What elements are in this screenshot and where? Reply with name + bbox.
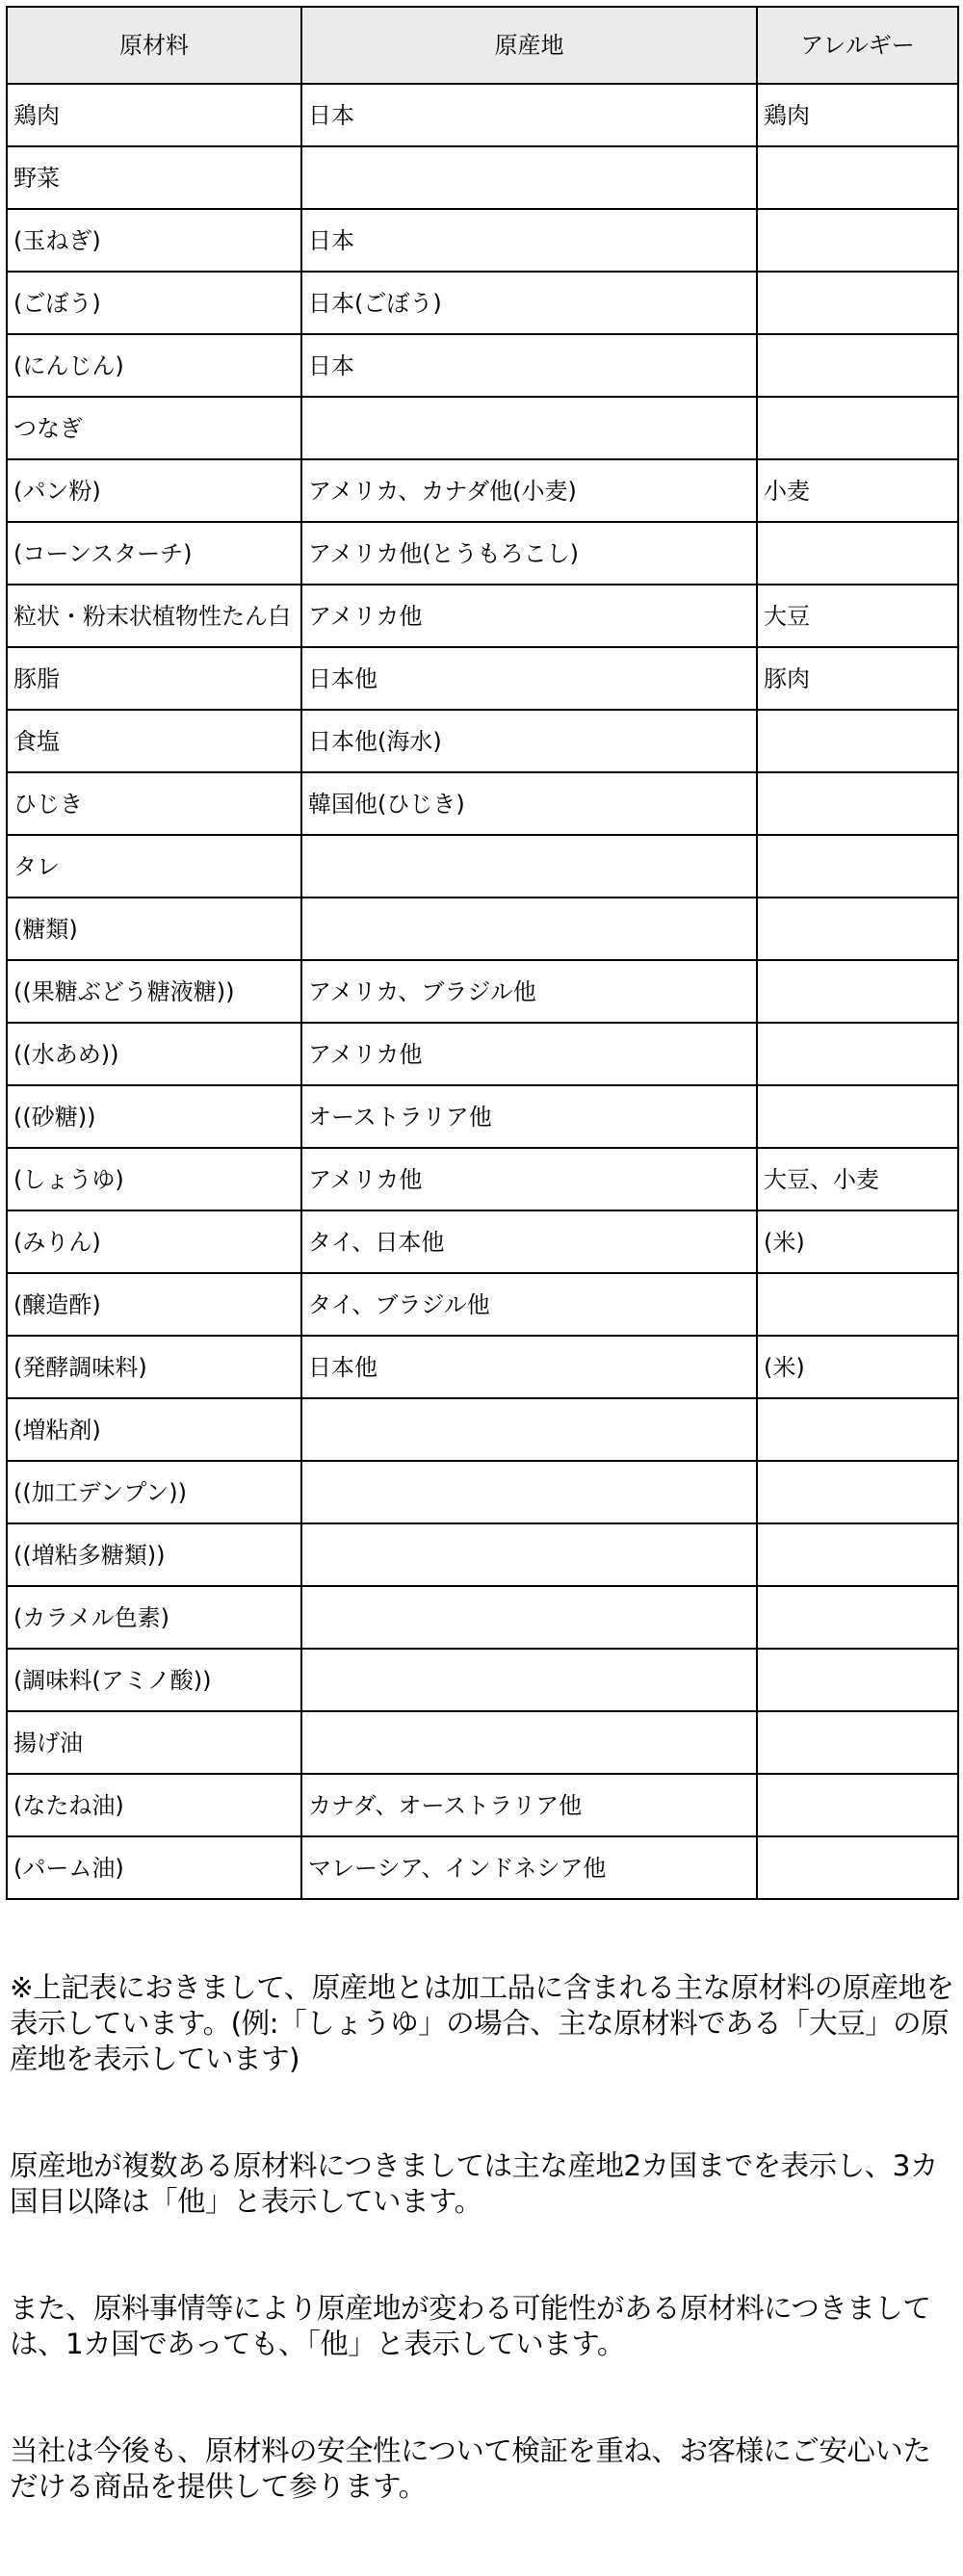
ingredient-cell: 揚げ油 xyxy=(7,1711,301,1774)
ingredient-cell: (なたね油) xyxy=(7,1774,301,1836)
origin-cell: 韓国他(ひじき) xyxy=(301,772,757,835)
ingredient-cell: ((果糖ぶどう糖液糖)) xyxy=(7,960,301,1023)
allergy-cell xyxy=(757,898,958,960)
origin-cell: 日本他(海水) xyxy=(301,710,757,772)
ingredient-cell: 鶏肉 xyxy=(7,84,301,146)
allergy-cell xyxy=(757,209,958,272)
allergy-cell xyxy=(757,146,958,209)
table-body xyxy=(7,84,958,1899)
allergy-cell xyxy=(757,334,958,397)
allergy-cell xyxy=(757,1774,958,1836)
ingredient-cell: (パーム油) xyxy=(7,1836,301,1899)
table-row xyxy=(7,1210,958,1273)
origin-cell: 日本他 xyxy=(301,647,757,710)
ingredient-cell: 野菜 xyxy=(7,146,301,209)
ingredient-cell: (パン粉) xyxy=(7,459,301,522)
table-row xyxy=(7,1523,958,1586)
allergy-cell: 小麦 xyxy=(757,459,958,522)
origin-cell: 日本(ごぼう) xyxy=(301,272,757,334)
allergy-cell: (米) xyxy=(757,1336,958,1398)
allergy-cell xyxy=(757,835,958,898)
table-row xyxy=(7,84,958,146)
table-row xyxy=(7,1711,958,1774)
table-row xyxy=(7,334,958,397)
origin-cell xyxy=(301,1398,757,1461)
origin-cell: 日本 xyxy=(301,209,757,272)
header-row xyxy=(7,7,958,84)
allergy-cell xyxy=(757,1711,958,1774)
header-allergy: アレルギー xyxy=(757,7,958,84)
table-row xyxy=(7,585,958,647)
ingredient-cell: つなぎ xyxy=(7,397,301,459)
allergy-cell: 大豆 xyxy=(757,585,958,647)
ingredient-cell: (ごぼう) xyxy=(7,272,301,334)
table-row xyxy=(7,1774,958,1836)
allergy-cell xyxy=(757,1461,958,1523)
allergy-cell: 鶏肉 xyxy=(757,84,958,146)
origin-cell xyxy=(301,898,757,960)
ingredient-cell: タレ xyxy=(7,835,301,898)
table-row xyxy=(7,1836,958,1899)
table-row xyxy=(7,1398,958,1461)
allergy-cell xyxy=(757,772,958,835)
table-row xyxy=(7,960,958,1023)
ingredient-cell: (発酵調味料) xyxy=(7,1336,301,1398)
origin-table xyxy=(6,6,959,1900)
table-row xyxy=(7,835,958,898)
allergy-cell xyxy=(757,397,958,459)
footnote-line: ※上記表におきまして、原産地とは加工品に含まれる主な原材料の原産地を表示しています。(例:「しょうゆ」の場合、主な原材料である「大豆」の原産地を表示しています) xyxy=(10,1971,954,2075)
origin-cell: アメリカ他(とうもろこし) xyxy=(301,522,757,585)
table-row xyxy=(7,772,958,835)
origin-cell: マレーシア、インドネシア他 xyxy=(301,1836,757,1899)
origin-cell: アメリカ他 xyxy=(301,585,757,647)
origin-cell: 日本他 xyxy=(301,1336,757,1398)
ingredient-cell: (増粘剤) xyxy=(7,1398,301,1461)
allergy-cell xyxy=(757,1649,958,1711)
ingredient-cell: (玉ねぎ) xyxy=(7,209,301,272)
origin-cell: カナダ、オーストラリア他 xyxy=(301,1774,757,1836)
table-row xyxy=(7,459,958,522)
origin-cell: 日本 xyxy=(301,84,757,146)
allergy-cell: 豚肉 xyxy=(757,647,958,710)
ingredient-cell: (コーンスターチ) xyxy=(7,522,301,585)
origin-cell xyxy=(301,1711,757,1774)
ingredient-cell: ((水あめ)) xyxy=(7,1023,301,1085)
allergy-cell xyxy=(757,1023,958,1085)
origin-cell xyxy=(301,1586,757,1649)
ingredient-cell: (みりん) xyxy=(7,1210,301,1273)
allergy-cell xyxy=(757,1586,958,1649)
table-row xyxy=(7,1461,958,1523)
allergy-cell xyxy=(757,272,958,334)
header-origin: 原産地 xyxy=(301,7,757,84)
origin-cell xyxy=(301,1461,757,1523)
table-row xyxy=(7,146,958,209)
allergy-cell xyxy=(757,960,958,1023)
table-row xyxy=(7,272,958,334)
table-row xyxy=(7,1148,958,1210)
allergy-cell xyxy=(757,522,958,585)
allergy-cell xyxy=(757,1523,958,1586)
origin-cell: アメリカ他 xyxy=(301,1148,757,1210)
origin-cell xyxy=(301,835,757,898)
ingredient-cell: (カラメル色素) xyxy=(7,1586,301,1649)
table-row xyxy=(7,647,958,710)
table-row xyxy=(7,710,958,772)
origin-cell xyxy=(301,397,757,459)
ingredient-cell: (糖類) xyxy=(7,898,301,960)
origin-cell: オーストラリア他 xyxy=(301,1085,757,1148)
table-row xyxy=(7,898,958,960)
allergy-cell xyxy=(757,1836,958,1899)
origin-cell: タイ、日本他 xyxy=(301,1210,757,1273)
table-row xyxy=(7,1085,958,1148)
ingredient-cell: 粒状・粉末状植物性たん白 xyxy=(7,585,301,647)
ingredient-cell: (しょうゆ) xyxy=(7,1148,301,1210)
footnote-line: また、原料事情等により原産地が変わる可能性がある原材料につきましては、1カ国であっても、「他」と表示しています。 xyxy=(10,2292,931,2360)
table-row xyxy=(7,209,958,272)
origin-cell: アメリカ、カナダ他(小麦) xyxy=(301,459,757,522)
ingredient-cell: (醸造酢) xyxy=(7,1273,301,1336)
origin-cell xyxy=(301,1523,757,1586)
header-ingredient: 原材料 xyxy=(7,7,301,84)
origin-cell: アメリカ、ブラジル他 xyxy=(301,960,757,1023)
allergy-cell xyxy=(757,1273,958,1336)
allergy-cell xyxy=(757,1085,958,1148)
ingredient-cell: 豚脂 xyxy=(7,647,301,710)
table-row xyxy=(7,1586,958,1649)
footnote-line: 当社は今後も、原材料の安全性について検証を重ね、お客様にご安心いただける商品を提供して参ります。 xyxy=(10,2434,931,2503)
allergy-cell: 大豆、小麦 xyxy=(757,1148,958,1210)
table-row xyxy=(7,1649,958,1711)
ingredient-cell: ((砂糖)) xyxy=(7,1085,301,1148)
table-row xyxy=(7,1023,958,1085)
ingredient-cell: ((増粘多糖類)) xyxy=(7,1523,301,1586)
origin-cell: 日本 xyxy=(301,334,757,397)
ingredient-cell: ひじき xyxy=(7,772,301,835)
origin-cell: アメリカ他 xyxy=(301,1023,757,1085)
table-row xyxy=(7,522,958,585)
ingredient-cell: ((加工デンプン)) xyxy=(7,1461,301,1523)
allergy-cell xyxy=(757,710,958,772)
table-row xyxy=(7,397,958,459)
footnote-line: 原産地が複数ある原材料につきましては主な産地2カ国までを表示し、3カ国目以降は「他」と表示しています。 xyxy=(10,2149,938,2218)
table-row xyxy=(7,1273,958,1336)
table-row xyxy=(7,1336,958,1398)
allergy-cell: (米) xyxy=(757,1210,958,1273)
allergy-cell xyxy=(757,1398,958,1461)
footnote xyxy=(10,1899,955,2576)
ingredient-cell: (調味料(アミノ酸)) xyxy=(7,1649,301,1711)
ingredient-cell: (にんじん) xyxy=(7,334,301,397)
origin-cell: タイ、ブラジル他 xyxy=(301,1273,757,1336)
origin-cell xyxy=(301,1649,757,1711)
ingredient-cell: 食塩 xyxy=(7,710,301,772)
origin-cell xyxy=(301,146,757,209)
